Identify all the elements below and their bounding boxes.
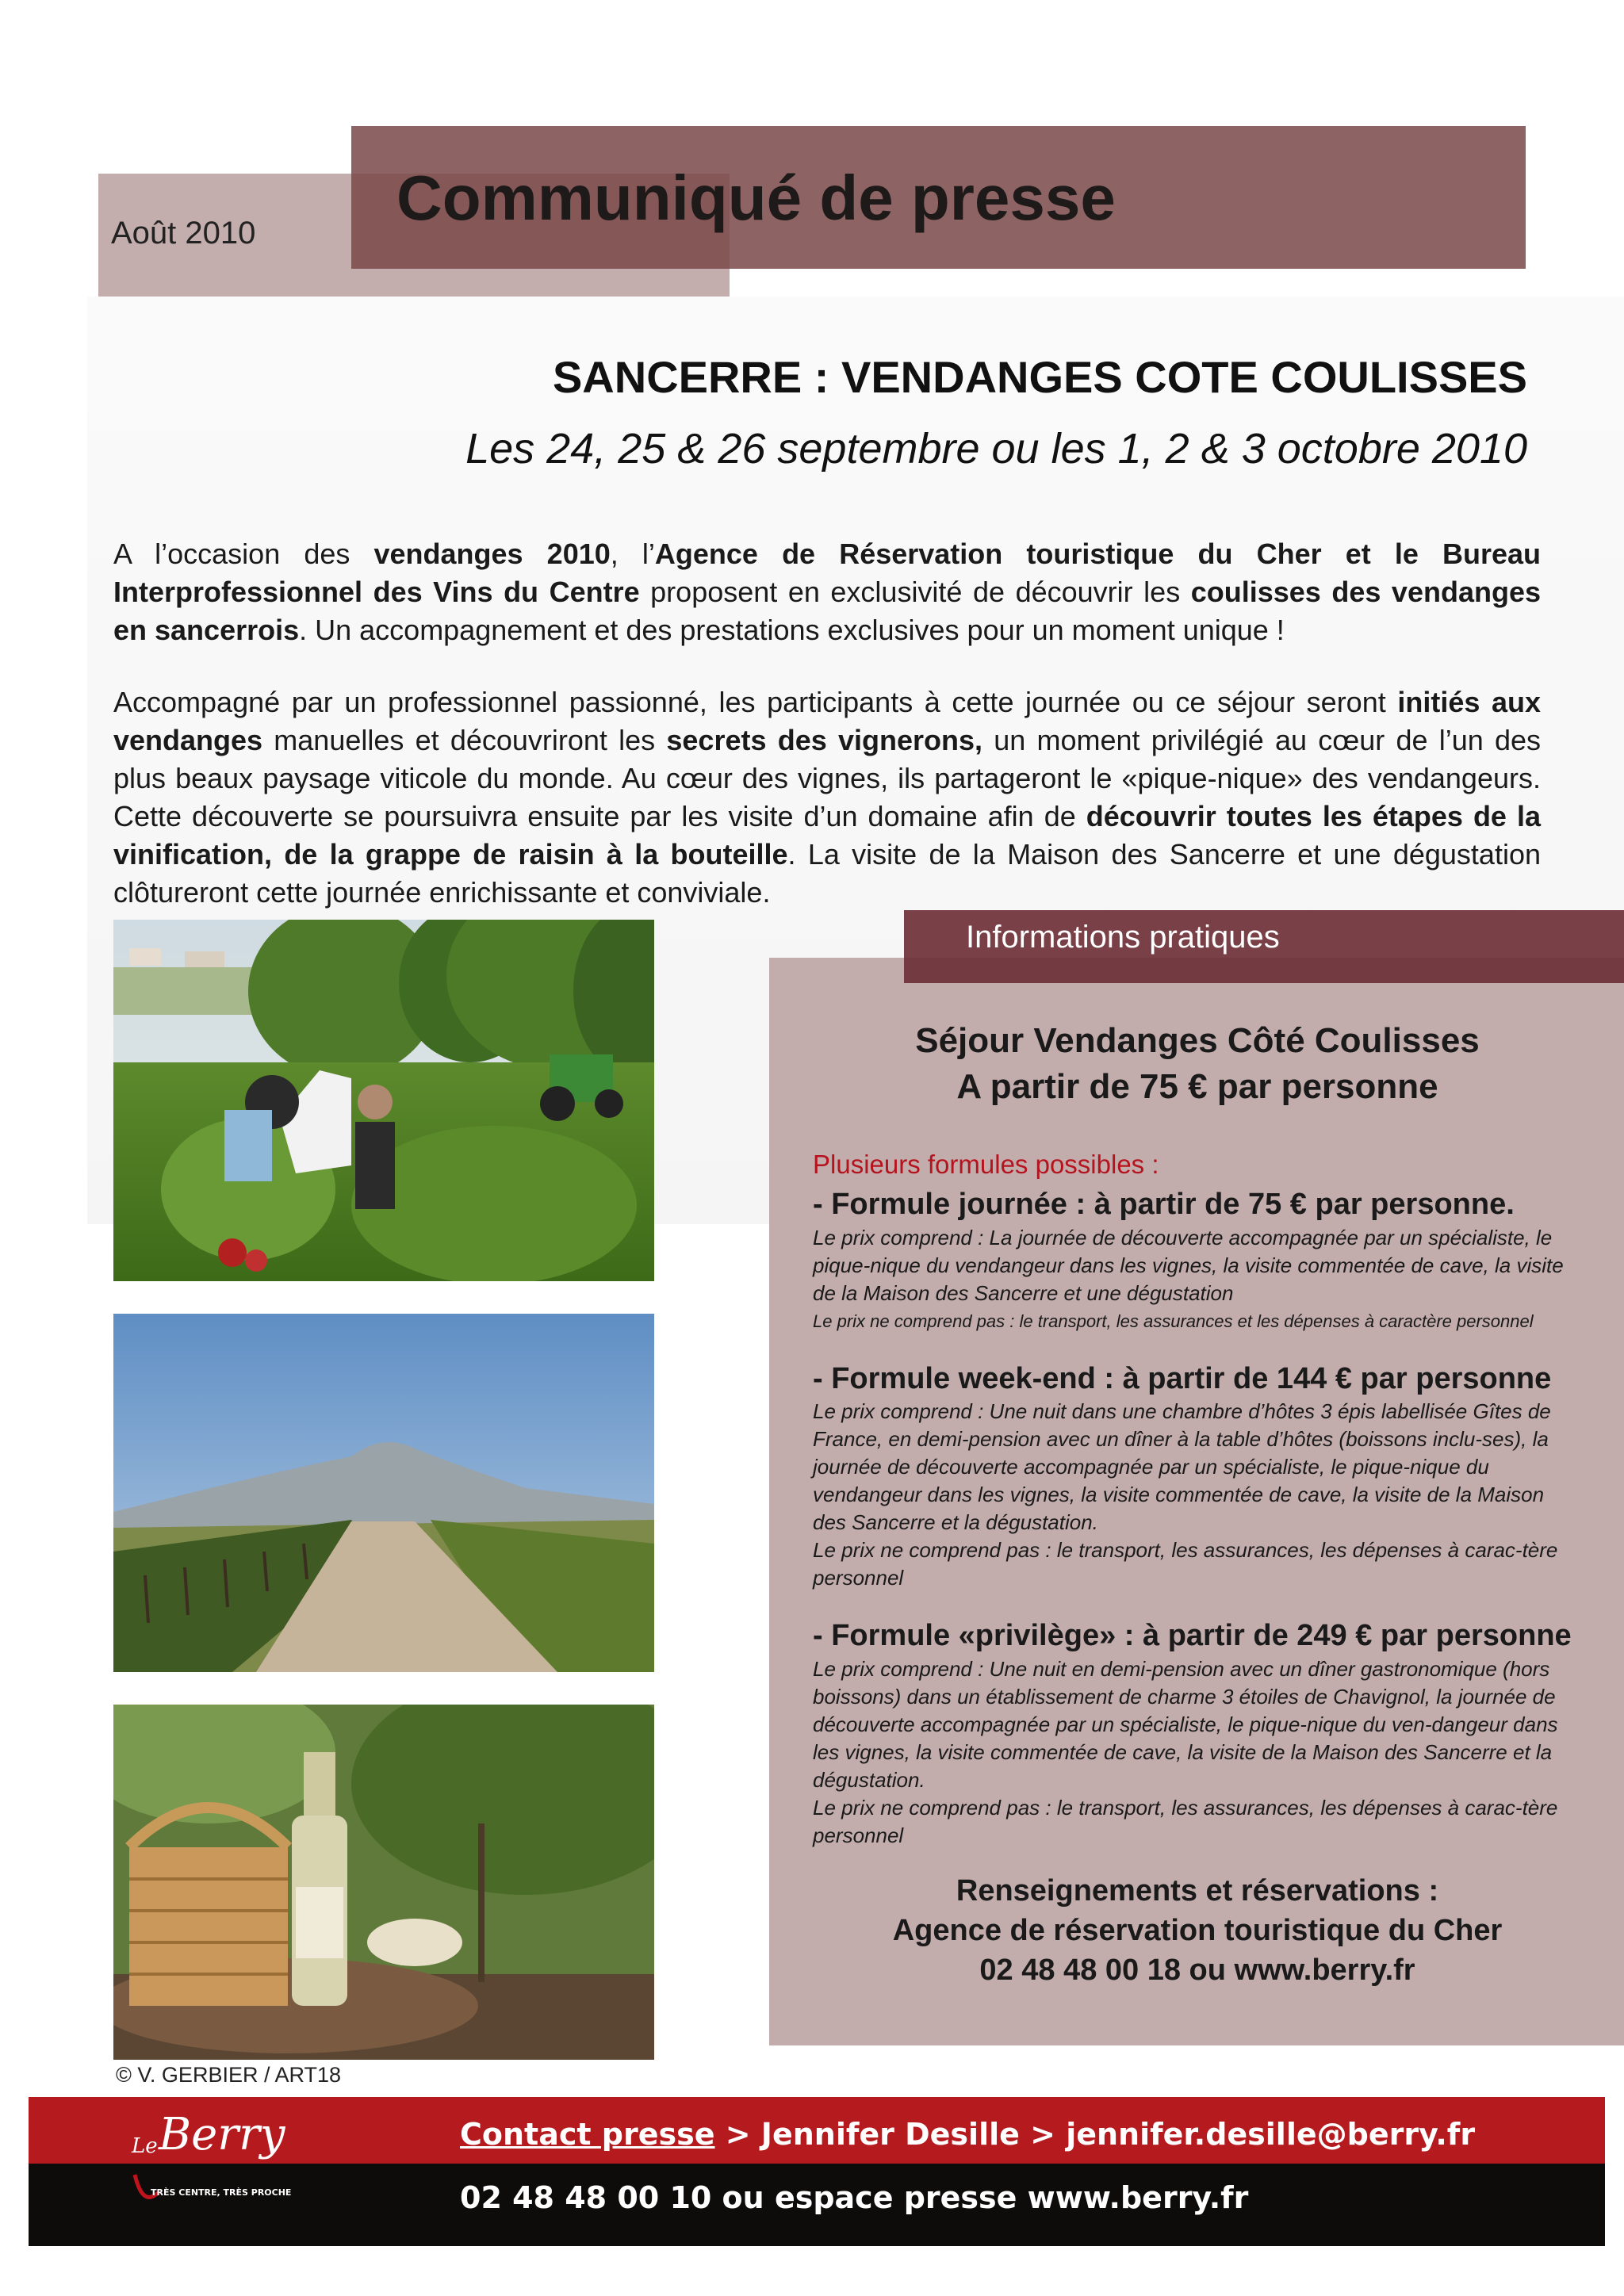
formula-privilege-title: - Formule «privilège» : à partir de 249 € par personne <box>813 1619 1572 1652</box>
paragraph-text: un moment privilégié au cœur de l’un des plus beaux paysage viticole du monde. Au cœur des vignes, ils partageront le «pique-nique» des vendangeurs. Cette découverte se poursuivra ensuite par les visite d’un domaine afin de <box>113 724 1542 832</box>
photo-credit: © V. GERBIER / ART18 <box>116 2063 342 2087</box>
formula-day-excludes: Le prix ne comprend pas : le transport, les assurances et les dépenses à caractère personnel <box>813 1311 1534 1331</box>
vineyard-path-image <box>113 1314 654 1672</box>
press-contact-details: > Jennifer Desille > jennifer.desille@berry.fr <box>714 2117 1476 2152</box>
paragraph-text: Accompagné par un professionnel passionné, les participants à cette journée ou ce séjour seront <box>113 686 1398 718</box>
paragraph-text: . La visite de la Maison des Sancerre et une dégustation clôtureront cette journée enrichissante et conviviale. <box>113 838 1541 909</box>
sejour-title <box>769 1018 1624 1110</box>
harvest-scene-image <box>113 920 654 1281</box>
sejour-name: Séjour Vendanges Côté Coulisses <box>915 1021 1480 1060</box>
formula-day-includes: Le prix comprend : La journée de découverte accompagnée par un spécialiste, le pique-nique du vendangeur dans les vignes, la visite commentée de cave, la visite de la Maison des Sancerre et une dégustation <box>813 1226 1564 1305</box>
formula-weekend-title: - Formule week-end : à partir de 144 € par personne <box>813 1362 1552 1395</box>
photo-grape-harvesters <box>113 920 654 1281</box>
formula-privilege-excludes: Le prix ne comprend pas : le transport, les assurances, les dépenses à carac-tère personnel <box>813 1796 1558 1847</box>
document-title: Communiqué de presse <box>396 163 1116 233</box>
formula-weekend-details <box>813 1398 1566 1592</box>
emphasis-text: Agence de Réservation touristique du Cher et le Bureau Interprofessionnel des Vins du Centre <box>113 538 1542 608</box>
release-date: Août 2010 <box>111 216 256 251</box>
emphasis-text: secrets des vignerons, <box>666 724 982 756</box>
formulas-intro: Plusieurs formules possibles : <box>813 1150 1159 1179</box>
paragraph-text: , l’ <box>610 538 655 570</box>
booking-agency: Agence de réservation touristique du Cher <box>892 1914 1503 1947</box>
paragraph-text: A l’occasion des <box>113 538 374 570</box>
picnic-wine-image <box>113 1705 654 2060</box>
paragraph-text: . Un accompagnement et des prestations exclusives pour un moment unique ! <box>299 614 1285 646</box>
formula-weekend-excludes: Le prix ne comprend pas : le transport, les assurances, les dépenses à carac-tère personnel <box>813 1538 1558 1590</box>
photo-sancerre-vineyard-path <box>113 1314 654 1672</box>
emphasis-text: initiés aux vendanges <box>113 686 1542 756</box>
press-space-line: 02 48 48 00 10 ou espace presse www.berry.fr <box>460 2180 1249 2215</box>
paragraph-text: proposent en exclusivité de découvrir les <box>639 576 1191 608</box>
booking-contact <box>769 1871 1624 1990</box>
le-berry-logo <box>127 2105 309 2224</box>
le-berry-logo-graphic <box>127 2105 309 2224</box>
formula-weekend-includes: Le prix comprend : Une nuit dans une chambre d’hôtes 3 épis labellisée Gîtes de France, en demi-pension avec un dîner à la table d’hôtes (boissons inclu-ses), la journée de découverte accompagnée par un spécialiste, le pique-nique du vendangeur dans les vignes, la visite commentée de cave, la visite de la Maison des Sancerre et la dégustation. <box>813 1399 1551 1534</box>
svg-text:Berry: Berry <box>159 2109 285 2160</box>
paragraph-text: manuelles et découvriront les <box>262 724 667 756</box>
emphasis-text: coulisses des vendanges en sancerrois <box>113 576 1542 646</box>
emphasis-text: découvrir toutes les étapes de la vinification, de la grappe de raisin à la bouteille <box>113 800 1541 871</box>
headline: SANCERRE : VENDANGES COTE COULISSES <box>552 352 1527 402</box>
headline-dates: Les 24, 25 & 26 septembre ou les 1, 2 & 3 octobre 2010 <box>465 425 1527 473</box>
svg-text:Le: Le <box>132 2134 158 2158</box>
photo-picnic-basket-wine <box>113 1705 654 2060</box>
press-contact-line[interactable] <box>460 2117 1475 2152</box>
booking-contact-heading: Renseignements et réservations : <box>956 1874 1439 1908</box>
formula-privilege-details <box>813 1655 1566 1850</box>
booking-phone-web[interactable]: 02 48 48 00 18 ou www.berry.fr <box>979 1954 1415 1987</box>
svg-text:TRÈS CENTRE, TRÈS PROCHE: TRÈS CENTRE, TRÈS PROCHE <box>151 2187 292 2198</box>
formula-privilege-includes: Le prix comprend : Une nuit en demi-pension avec un dîner gastronomique (hors boissons) dans un établissement de charme 3 étoiles de Chavignol, la journée de découverte accompagnée par un spécialiste, le pique-nique du ven-dangeur dans les vignes, la visite commentée de cave, la visite de la Maison des Sancerre et la dégustation. <box>813 1657 1558 1792</box>
formula-day-details <box>813 1224 1566 1335</box>
intro-paragraph-1 <box>113 535 1541 649</box>
practical-info-title: Informations pratiques <box>966 920 1280 955</box>
sejour-price: A partir de 75 € par personne <box>956 1067 1438 1106</box>
intro-paragraph-2 <box>113 683 1541 912</box>
press-contact-link[interactable]: Contact presse <box>460 2117 715 2152</box>
emphasis-text: vendanges 2010 <box>373 538 611 570</box>
formula-day-title: - Formule journée : à partir de 75 € par personne. <box>813 1188 1515 1221</box>
